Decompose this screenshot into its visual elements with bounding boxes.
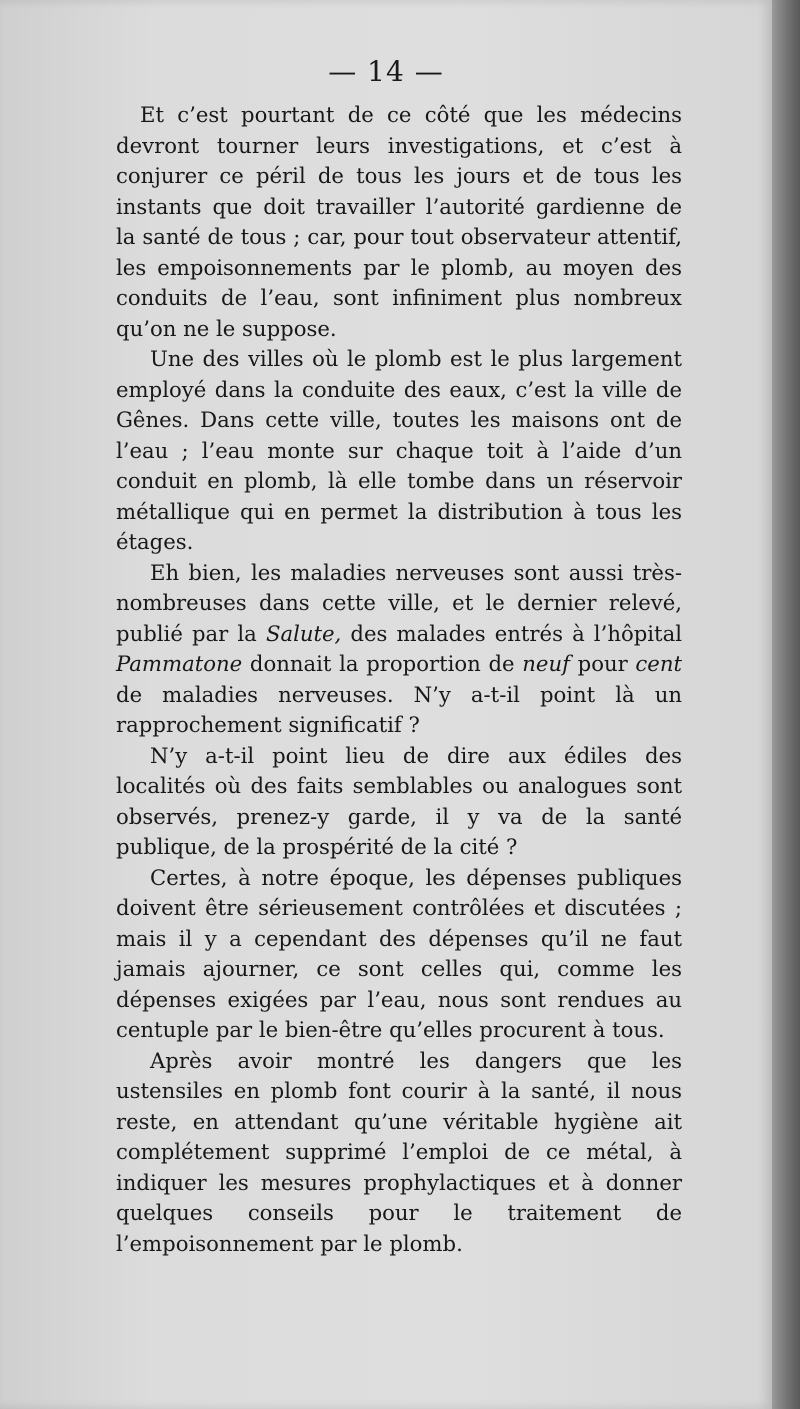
body-text (116, 100, 682, 1259)
paragraph-3-italic-cent: cent (635, 651, 682, 676)
paragraph-3-italic-pammatone: Pammatone (116, 651, 243, 676)
paragraph-3-italic-salute: Salute, (265, 620, 342, 646)
paragraph-3-italic-neuf: neuf (522, 651, 570, 676)
paragraph-3-text-5: de maladies nerveuses. N’y a-t-il point là un rapprochement significatif ? (116, 681, 682, 737)
paragraph-3-text-3: donnait la proportion de (242, 651, 523, 676)
paragraph-3-text-1: Eh bien, les maladies nerveuses sont aussi très-nombreuses dans cette ville, et le dernier relevé, publié par la (116, 559, 682, 646)
page-number: — 14 — (328, 55, 444, 88)
page-edge-shadow (772, 0, 800, 1409)
paragraph-3-text-2: des malades entrés à l’hôpital (341, 620, 682, 646)
paragraph-1: Et c’est pourtant de ce côté que les médecins devront tourner leurs investigations, et c’est à conjurer ce péril de tous les jours et de tous les instants que doit travailler l’autorité gardienne de la santé de tous ; car, pour tout observateur attentif, les empoisonnements par le plomb, au moyen des conduits de l’eau, sont infiniment plus nombreux qu’on ne le suppose. (116, 102, 682, 341)
paragraph-3 (116, 558, 682, 741)
paragraph-2: Une des villes où le plomb est le plus largement employé dans la conduite des eaux, c’est la ville de Gênes. Dans cette ville, toutes les maisons ont de l’eau ; l’eau monte sur chaque toit à l’aide d’un conduit en plomb, là elle tombe dans un réservoir métallique qui en permet la distribution à tous les étages. (116, 346, 682, 554)
paragraph-3-text-4: pour (569, 651, 636, 676)
paragraph-6: Après avoir montré les dangers que les ustensiles en plomb font courir à la santé, il nous reste, en attendant qu’une véritable hygiène ait complétement supprimé l’emploi de ce métal, à indiquer les mesures prophylactiques et à donner quelques conseils pour le traitement de l’empoisonnement par le plomb. (116, 1047, 682, 1256)
paragraph-5: Certes, à notre époque, les dépenses publiques doivent être sérieusement contrôlées et discutées ; mais il y a cependant des dépenses qu’il ne faut jamais ajourner, ce sont celles qui, comme les dépenses exigées par l’eau, nous sont rendues au centuple par le bien-être qu’elles procurent à tous. (116, 864, 682, 1042)
paragraph-4: N’y a-t-il point lieu de dire aux édiles des localités où des faits semblables ou analogues sont observés, prenez-y garde, il y va de la santé publique, de la prospérité de la cité ? (116, 742, 682, 859)
